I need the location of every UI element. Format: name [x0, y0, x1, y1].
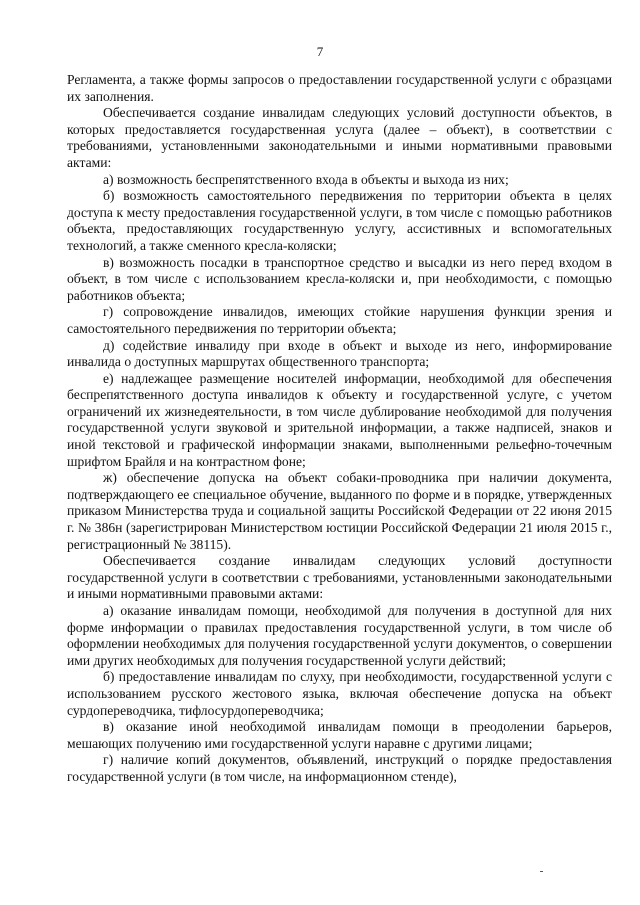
list-item-e: е) надлежащее размещение носителей информации, необходимой для обеспечения беспрепятственного доступа инвалидов к объекту и государственной услуге, с учетом ограничений их жизнедеятельности, в том числе дублирование необходимой для получения государственной услуги звуковой и зрительной информации, а также надписей, знаков и иной текстовой и графической информации знаками, выполненными рельефно-точечным шрифтом Брайля и на контрастном фоне; — [67, 370, 612, 469]
list-item-a: а) оказание инвалидам помощи, необходимой для получения в доступной для них форме информации о правилах предоставления государственной услуги, в том числе об оформлении необходимых для получения государственной услуги документов, о совершении ими других необходимых для получения государственной услуги действий; — [67, 603, 612, 668]
list-item-zh: ж) обеспечение допуска на объект собаки-проводника при наличии документа, подтверждающего ее специальное обучение, выданного по форме и в порядке, утвержденных приказом Министерства труда и социальной защиты Российской Федерации от 22 июня 2015 г. № 386н (зарегистрирован Министерством юстиции Российской Федерации 21 июля 2015 г., регистрационный № 38115). — [67, 470, 612, 552]
list-item-d: д) содействие инвалиду при входе в объект и выходе из него, информирование инвалида о доступных маршрутах общественного транспорта; — [67, 337, 612, 370]
list-item-b: б) возможность самостоятельного передвижения по территории объекта в целях доступа к месту предоставления государственной услуги, в том числе с помощью работников объекта, предоставляющих государственную услугу, ассистивных и вспомогательных технологий, а также сменного кресла-коляски; — [67, 188, 612, 253]
paragraph-continuation: Регламента, а также формы запросов о предоставлении государственной услуги с образцами их заполнения. — [67, 72, 612, 104]
list-item-v: в) оказание иной необходимой инвалидам помощи в преодолении барьеров, мешающих получению ими государственной услуги наравне с другими лицами; — [67, 719, 612, 751]
page-number: 7 — [316, 44, 324, 59]
paragraph-object-accessibility-intro: Обеспечивается создание инвалидам следующих условий доступности объектов, в которых предоставляется государственная услуга (далее – объект), в соответствии с требованиями, установленными законодательными и иными нормативными правовыми актами: — [67, 105, 612, 170]
list-item-a: а) возможность беспрепятственного входа в объекты и выхода из них; — [103, 171, 509, 187]
list-item-g: г) наличие копий документов, объявлений, инструкций о порядке предоставления государственной услуги (в том числе, на информационном стенде), — [67, 752, 612, 784]
scan-artifact — [540, 871, 543, 872]
list-item-b: б) предоставление инвалидам по слуху, при необходимости, государственной услуги с использованием русского жестового языка, включая обеспечение допуска на объект сурдопереводчика, тифлосурдопереводчика; — [67, 669, 612, 718]
paragraph-service-accessibility-intro: Обеспечивается создание инвалидам следующих условий доступности государственной услуги в соответствии с требованиями, установленными законодательными и иными нормативными правовыми актами: — [67, 553, 612, 602]
list-item-g: г) сопровождение инвалидов, имеющих стойкие нарушения функции зрения и самостоятельного передвижения по территории объекта; — [67, 304, 612, 336]
list-item-v: в) возможность посадки в транспортное средство и высадки из него перед входом в объект, в том числе с использованием кресла-коляски и, при необходимости, с помощью работников объекта; — [67, 254, 612, 303]
document-body — [67, 72, 612, 786]
